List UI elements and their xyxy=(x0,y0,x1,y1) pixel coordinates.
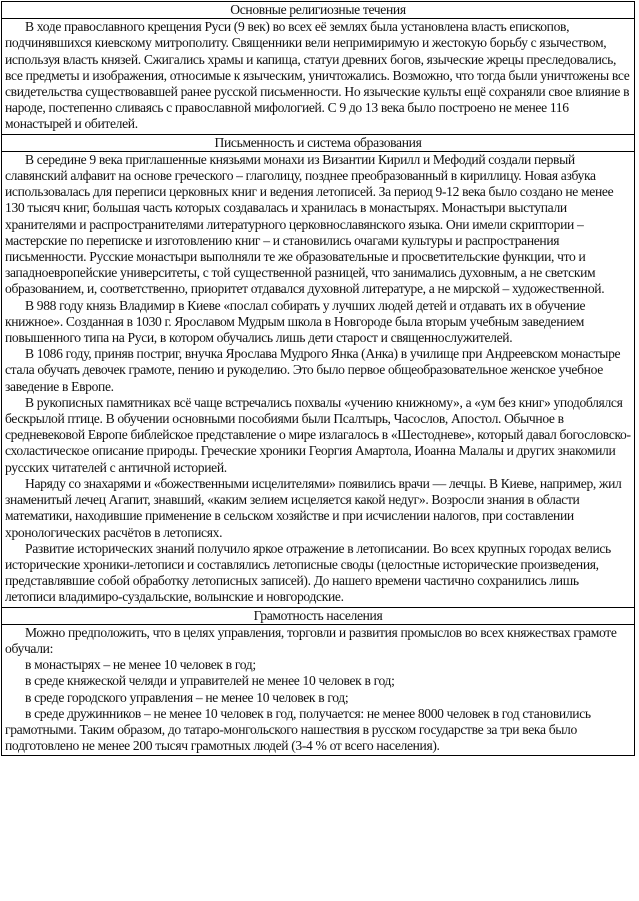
section-body-row xyxy=(2,624,635,756)
section-body-row xyxy=(2,19,635,134)
section-title-literacy: Грамотность населения xyxy=(2,607,635,624)
list-item: в среде княжеской челяди и управителей не менее 10 человек в год; xyxy=(25,673,395,689)
section-header-row xyxy=(2,2,635,19)
document-table xyxy=(1,1,635,756)
list-item: в среде городского управления – не менее 10 человек в год; xyxy=(25,689,349,705)
paragraph: В 1086 году, приняв постриг, внучка Ярослава Мудрого Янка (Анка) в училище при Андреевском монастыре стала обучать девочек грамоте, пению и рукоделию. Это было первое общеобразовательное женское учебное заведение в Европе. xyxy=(5,346,621,394)
list-item: в среде дружинников – не менее 10 человек в год, получается: не менее 8000 человек в год становились грамотными. Таким образом, до татаро-монгольского нашествия в русском государстве за три века было подготовлено не менее 200 тысяч грамотных людей (3-4 % от всего населения). xyxy=(5,705,591,754)
paragraph: Можно предположить, что в целях управления, торговли и развития промыслов во всех княжествах грамоте обучали: xyxy=(5,624,617,656)
paragraph: В середине 9 века приглашенные князьями монахи из Византии Кирилл и Мефодий создали первый славянский алфавит на основе греческого – глаголицу, позднее преобразованный в кириллицу. Новая азбука использовалась для переписи церковных книг и ведения летописей. За период 9-12 века было создано не менее 130 тысяч книг, большая часть которых создавалась и хранилась в монастырях. Монастыри выступали хранителями и распространителями литературного церковнославянского языка. Они имели скриптории – мастерские по переписке и изготовлению книг – и становились очагами культуры и распространения письменности. Русские монастыри выполняли те же образовательные и просветительские функции, что и западноевропейские университеты, с той существенной разницей, что занимались духовным, а не светским образованием, и, соответственно, приоритет отдавался духовной литературе, а не мирской – художественной. xyxy=(5,151,614,297)
section-header-row xyxy=(2,607,635,624)
paragraph: В рукописных памятниках всё чаще встречались похвалы «учению книжному», а «ум без книг» уподоблялся бескрылой птице. В обучении основными пособиями были Псалтырь, Часослов, Апостол. Обычное в средневековой Европе библейское представление о мире излагалось в «Шестодневе», который давал богословско-схоластическое описание природы. Греческие хроники Георгия Амартола, Иоанна Малалы и других знакомили русских читателей с античной историей. xyxy=(5,394,631,475)
list-item: в монастырях – не менее 10 человек в год; xyxy=(25,657,256,673)
section-body-row xyxy=(2,151,635,607)
paragraph: Наряду со знахарями и «божественными исцелителями» появились врачи — лечцы. В Киеве, например, жил знаменитый лечец Агапит, знавший, «каким зелием исцеляется какой недуг». Возросли знания в области математики, находившие применение в сельском хозяйстве и при исчислении налогов, при составлении хронологических расчётов в летописях. xyxy=(5,475,622,540)
paragraph: В 988 году князь Владимир в Киеве «послал собирать у лучших людей детей и отдавать их в обучение книжное». Созданная в 1030 г. Ярославом Мудрым школа в Новгороде была вторым учебным заведением повышенного типа на Руси, в котором обучались лишь дети старост и священнослужителей. xyxy=(5,297,586,346)
paragraph: Развитие исторических знаний получило яркое отражение в летописании. Во всех крупных городах велись исторические хроники-летописи и составлялись летописные своды (целостные исторические произведения, представлявшие собой обработку летописных записей). До нашего времени частично сохранились лишь летописи владимиро-суздальские, волынские и новгородские. xyxy=(5,540,611,605)
section-title-religion: Основные религиозные течения xyxy=(2,2,635,19)
section-body-writing-education xyxy=(2,151,635,607)
section-header-row xyxy=(2,134,635,151)
section-title-writing-education: Письменность и система образования xyxy=(2,134,635,151)
section-body-literacy xyxy=(2,624,635,756)
paragraph: В ходе православного крещения Руси (9 век) во всех её землях была установлена власть епископов, подчинявшихся киевскому митрополиту. Священники вели непримиримую и жестокую борьбу с язычеством, используя власть князей. Сжигались храмы и капища, статуи древних богов, языческие жрецы преследовались, все предметы и изображения, относимые к языческим, уничтожались. Возможно, что тогда были уничтожены все свидетельства существовавшей ранее русской письменности. Но языческие культы ещё сохраняли свое влияние в народе, постепенно сливаясь с православной мифологией. С 9 до 13 века было построено не менее 116 монастырей и обителей. xyxy=(5,19,630,132)
section-body-religion xyxy=(2,19,635,134)
